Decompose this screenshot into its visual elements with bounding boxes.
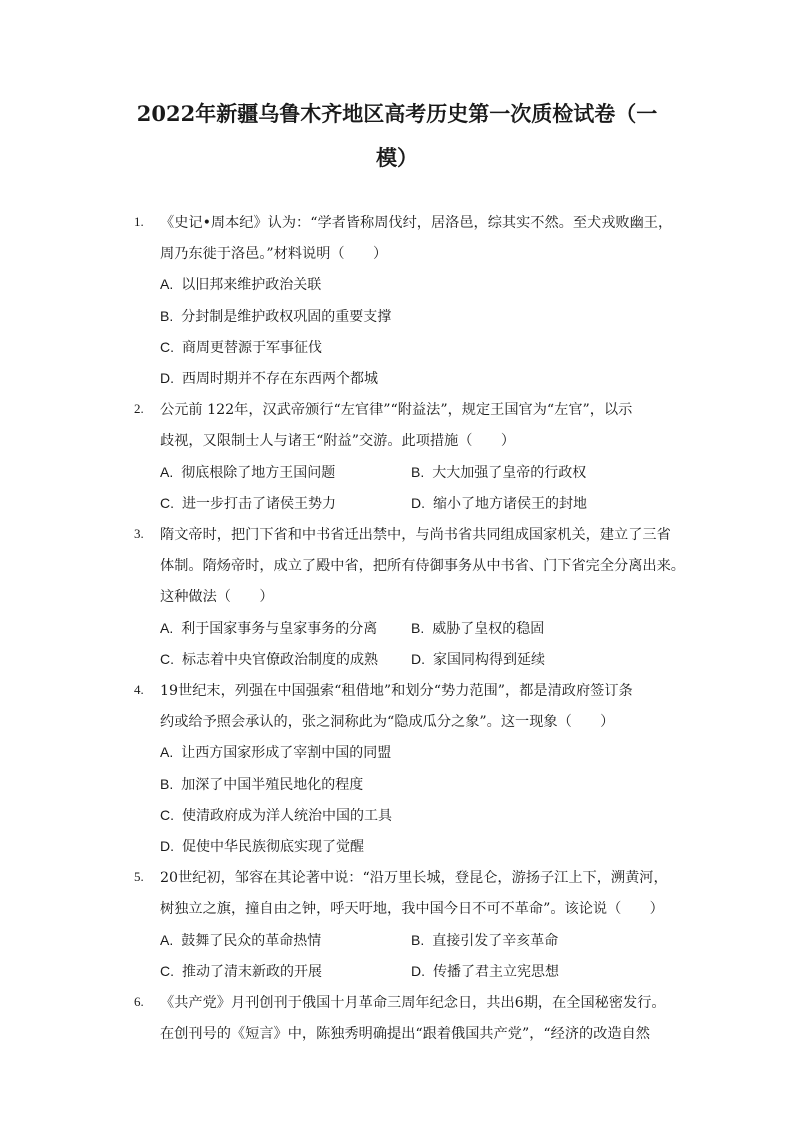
option-label: A. <box>160 464 174 480</box>
option-text: 鼓舞了民众的革命热情 <box>181 933 322 949</box>
option-d[interactable] <box>160 836 364 856</box>
question-text-line: 隋文帝时，把门下省和中书省迁出禁中，与尚书省共同组成国家机关，建立了三省 <box>160 527 671 543</box>
option-text: 家国同构得到延续 <box>433 652 545 668</box>
option-text: 进一步打击了诸侯王势力 <box>182 496 336 512</box>
option-a[interactable] <box>160 930 321 950</box>
question-text-line: 《共产党》月刊创刊于俄国十月革命三周年纪念日，共出6期，在全国秘密发行。 <box>160 995 666 1011</box>
option-text: 促使中华民族彻底实现了觉醒 <box>182 839 364 855</box>
option-label: C. <box>160 651 174 667</box>
option-label: B. <box>160 776 174 792</box>
option-d[interactable] <box>411 493 587 513</box>
option-text: 以旧邦来维护政治关联 <box>181 277 322 293</box>
option-text: 西周时期并不存在东西两个都城 <box>182 371 378 387</box>
option-text: 利于国家事务与皇家事务的分离 <box>181 621 378 637</box>
option-text: 让西方国家形成了宰割中国的同盟 <box>181 745 392 761</box>
option-a[interactable] <box>160 274 321 294</box>
option-label: B. <box>160 308 174 324</box>
option-text: 直接引发了辛亥革命 <box>432 933 559 949</box>
option-label: D. <box>411 495 425 511</box>
question-text-line: 约或给予照会承认的，张之洞称此为“隐成瓜分之象”。这一现象（ ） <box>160 714 615 730</box>
option-text: 推动了清末新政的开展 <box>182 964 322 980</box>
option-label: A. <box>160 932 174 948</box>
option-text: 标志着中央官僚政治制度的成熟 <box>182 652 378 668</box>
option-c[interactable] <box>160 337 322 357</box>
option-text: 加深了中国半殖民地化的程度 <box>181 777 364 793</box>
option-d[interactable] <box>160 368 378 388</box>
question-text-line: 《史记•周本纪》认为：“学者皆称周伐纣，居洛邑，综其实不然。至犬戎败幽王， <box>160 215 673 231</box>
option-label: A. <box>160 620 174 636</box>
option-b[interactable] <box>411 462 586 482</box>
question-text-line: 在创刊号的《短言》中，陈独秀明确提出“跟着俄国共产党”，“经济的改造自然 <box>160 1026 650 1042</box>
question-number: 5. <box>134 869 144 884</box>
option-a[interactable] <box>160 618 377 638</box>
option-text: 彻底根除了地方王国问题 <box>181 465 336 481</box>
question-text-line: 19世纪末，列强在中国强索“租借地”和划分“势力范围”，都是清政府签订条 <box>160 683 633 699</box>
option-c[interactable] <box>160 649 378 669</box>
option-text: 大大加强了皇帝的行政权 <box>432 465 587 481</box>
question-number: 4. <box>134 682 144 697</box>
question-text-line: 公元前 122年，汉武帝颁行“左官律”“附益法”，规定王国官为“左官”，以示 <box>160 402 633 418</box>
option-text: 使清政府成为洋人统治中国的工具 <box>182 808 392 824</box>
exam-title <box>100 92 694 180</box>
option-a[interactable] <box>160 742 391 762</box>
exam-title-line-2: 模） <box>376 145 418 170</box>
option-b[interactable] <box>411 930 558 950</box>
option-text: 威胁了皇权的稳固 <box>432 621 545 637</box>
question-number: 2. <box>134 401 144 416</box>
option-b[interactable] <box>160 774 363 794</box>
question-text-line: 20世纪初，邹容在其论著中说：“沿万里长城，登昆仑，游扬子江上下，溯黄河， <box>160 870 668 886</box>
option-label: D. <box>411 963 425 979</box>
question-text-line: 体制。隋炀帝时，成立了殿中省，把所有侍御事务从中书省、门下省完全分离出来。 <box>160 558 685 574</box>
question-number: 1. <box>134 214 144 229</box>
question-number: 6. <box>134 994 144 1009</box>
question-text-line: 树独立之旗，撞自由之钟，呼天吁地，我中国今日不可不革命”。该论说（ ） <box>160 901 664 917</box>
question-number: 3. <box>134 526 144 541</box>
option-label: B. <box>411 620 425 636</box>
option-a[interactable] <box>160 462 335 482</box>
option-b[interactable] <box>160 306 391 326</box>
question-text-line: 这种做法（ ） <box>160 589 274 605</box>
option-c[interactable] <box>160 961 322 981</box>
option-label: D. <box>411 651 425 667</box>
option-label: D. <box>160 838 174 854</box>
option-d[interactable] <box>411 649 545 669</box>
option-text: 缩小了地方诸侯王的封地 <box>433 496 587 512</box>
option-text: 分封制是维护政权巩固的重要支撑 <box>181 309 392 325</box>
option-label: D. <box>160 370 174 386</box>
option-label: A. <box>160 744 174 760</box>
option-c[interactable] <box>160 493 336 513</box>
option-b[interactable] <box>411 618 544 638</box>
option-label: B. <box>411 932 425 948</box>
option-label: A. <box>160 276 174 292</box>
question-text-line: 周乃东徙于洛邑。”材料说明（ ） <box>160 246 388 262</box>
option-label: C. <box>160 807 174 823</box>
option-label: C. <box>160 963 174 979</box>
question-text-line: 歧视，又限制士人与诸王“附益”交游。此项措施（ ） <box>160 433 516 449</box>
option-d[interactable] <box>411 961 559 981</box>
exam-title-line-1: 2022年新疆乌鲁木齐地区高考历史第一次质检试卷（一 <box>136 101 658 126</box>
option-text: 传播了君主立宪思想 <box>433 964 559 980</box>
option-label: C. <box>160 495 174 511</box>
option-c[interactable] <box>160 805 392 825</box>
option-label: B. <box>411 464 425 480</box>
option-label: C. <box>160 339 174 355</box>
option-text: 商周更替源于军事征伐 <box>182 340 322 356</box>
